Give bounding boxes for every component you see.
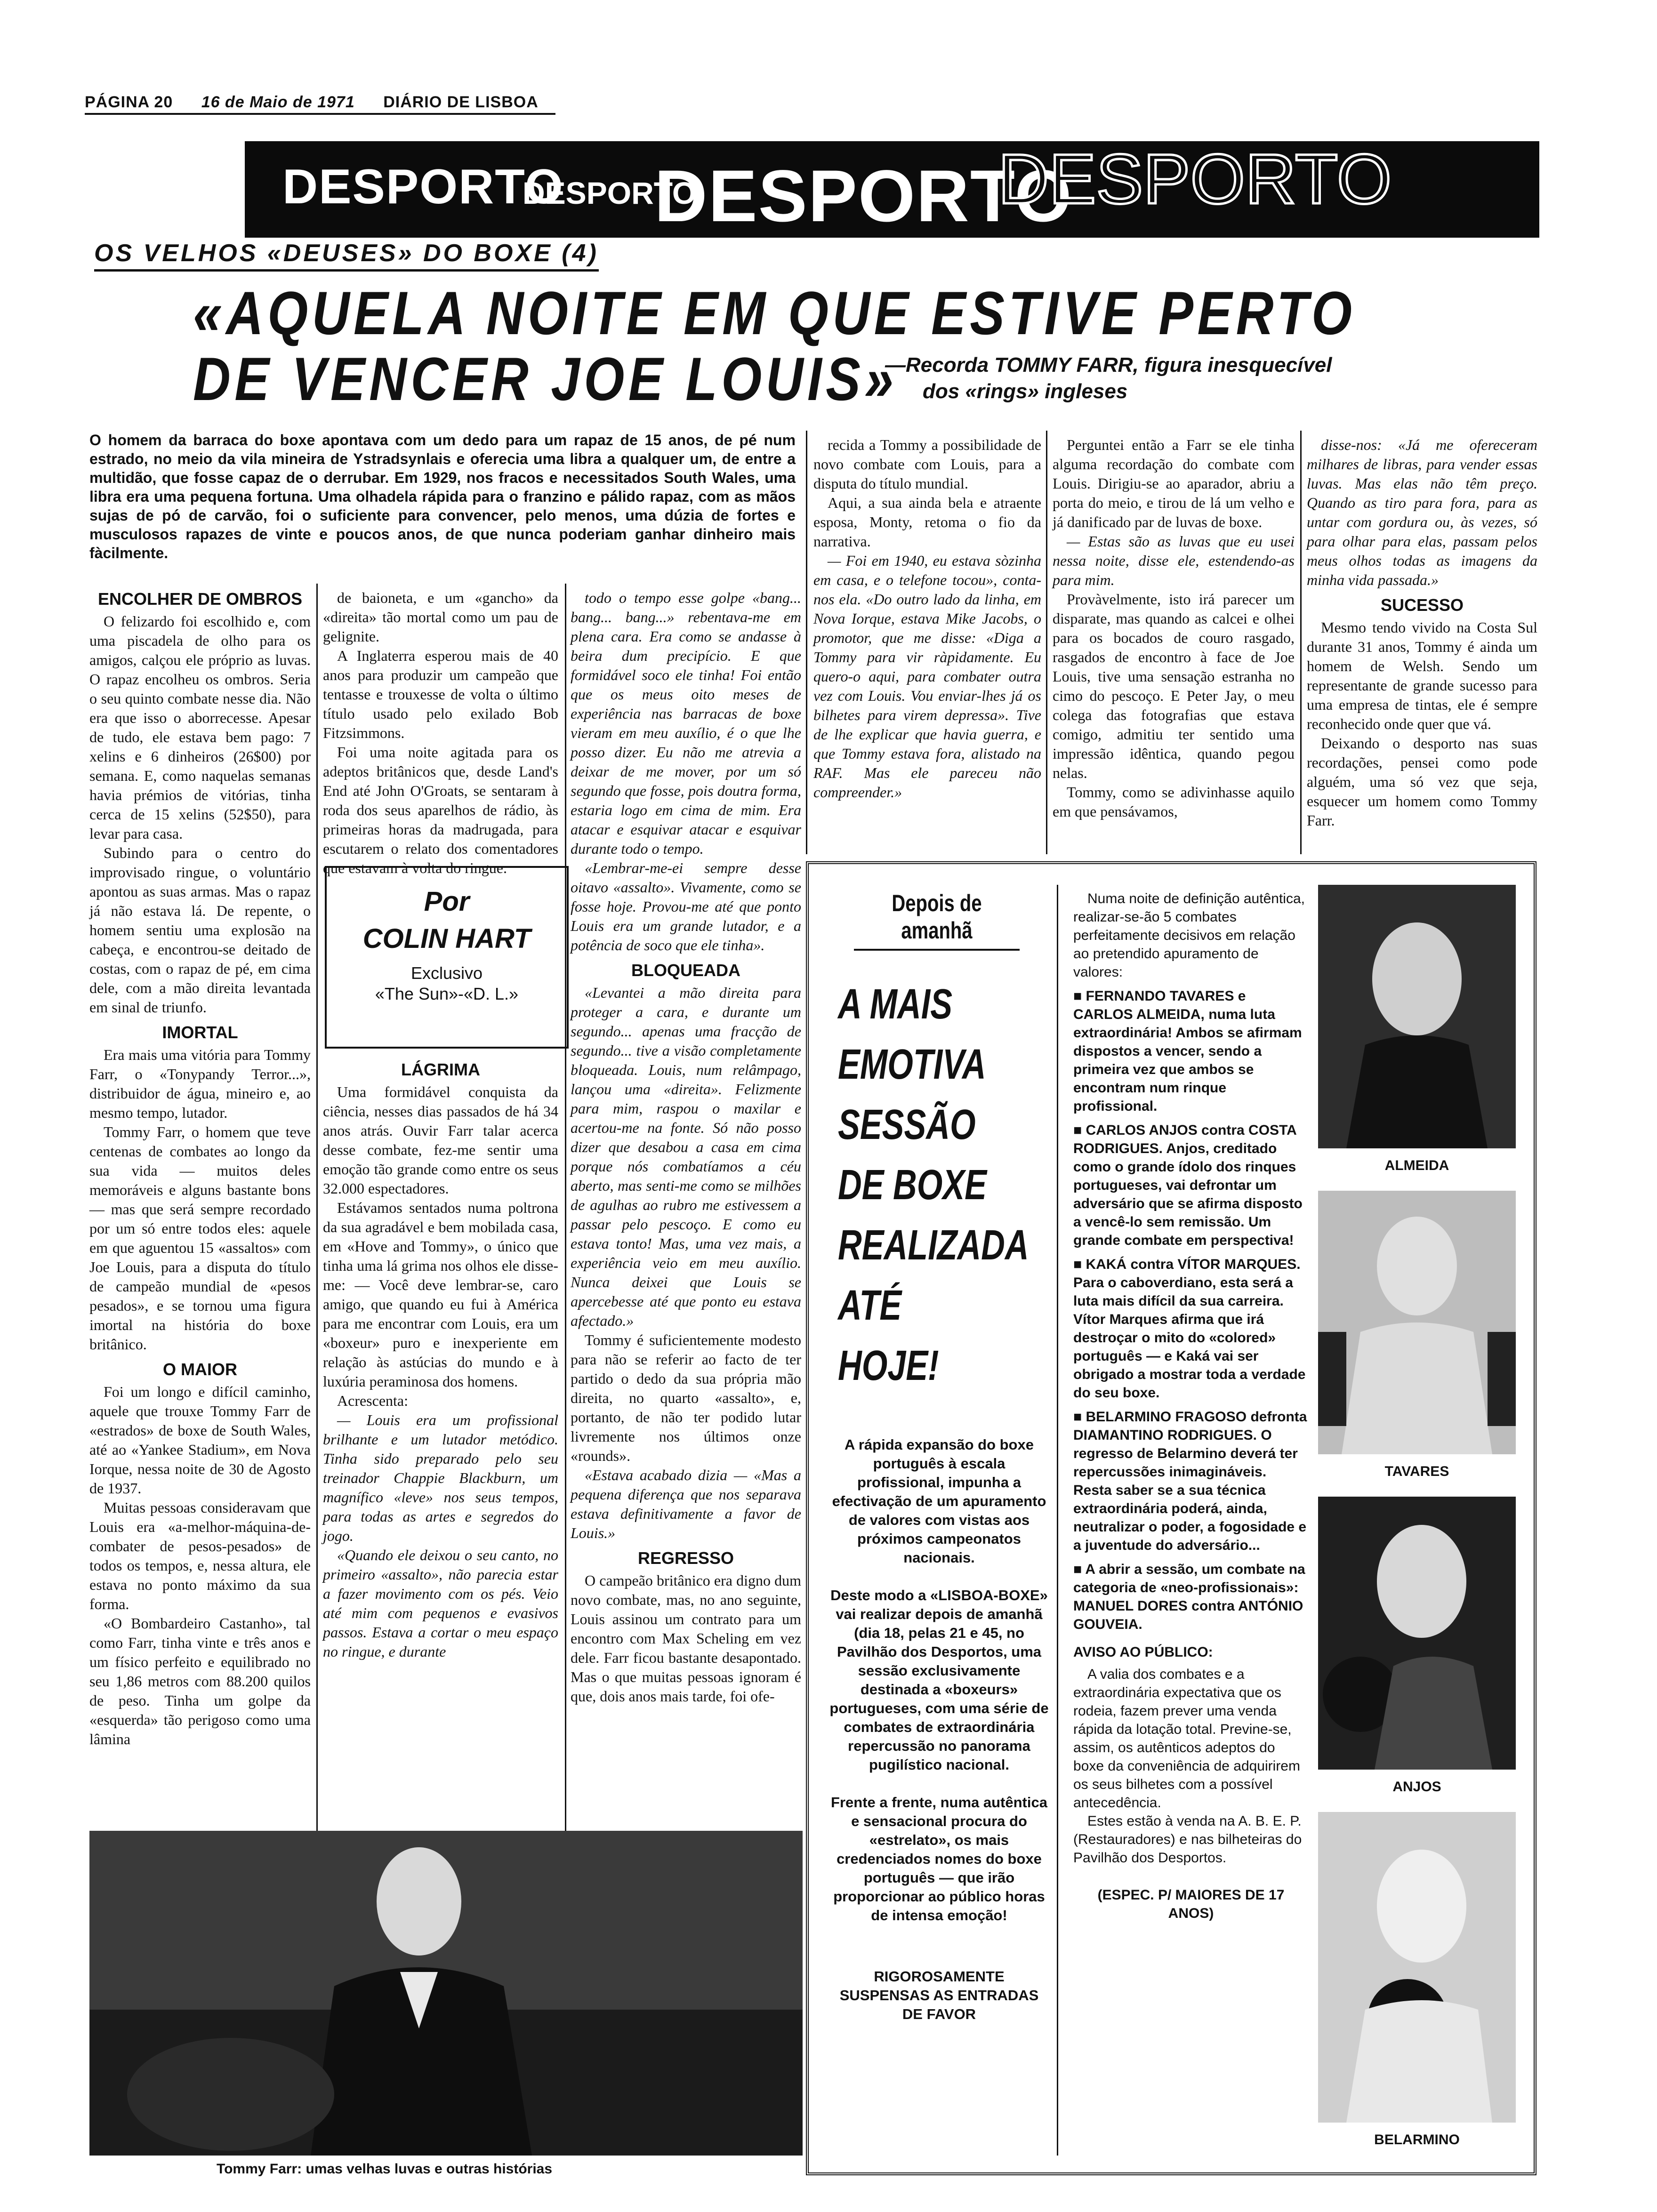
box-paragraph: Deste modo a «LISBOA-BOXE» vai realizar depois de amanhã (dia 18, pelas 21 e 45, no Pavilhão dos Desportos, uma sessão exclusivamente destinada a «boxeurs» portugueses, com uma série de combates de extraordinária repercussão no panorama pugilístico nacional.: [829, 1587, 1049, 1773]
fight-item: ■ A abrir a sessão, um combate na categoria de «neo-profissionais»: MANUEL DORES contra ANTÓNIO GOUVEIA.: [1073, 1562, 1305, 1632]
byline-author: COLIN HART: [362, 923, 531, 954]
box-paragraph: Frente a frente, numa autêntica e sensacional procura do «estrelato», os mais credenciados nomes do boxe português — que irão proporcionar ao público horas de intensa emoção!: [831, 1794, 1047, 1923]
boxer-photo-anjos: [1318, 1497, 1516, 1770]
big-line: REALIZADA: [838, 1222, 1029, 1269]
paragraph: recida a Tommy a possibilidade de novo combate com Louis, para a disputa do título mundial.: [813, 436, 1041, 492]
paragraph: de baioneta, e um «gancho» da «direita» tão mortal como um pau de gelignite.: [323, 589, 558, 645]
photo-caption-anjos: ANJOS: [1392, 1779, 1441, 1795]
subheading: REGRESSO: [637, 1548, 734, 1568]
banner-word-1: DESPORTO: [282, 160, 564, 214]
photo-caption-belarmino: BELARMINO: [1374, 2132, 1460, 2148]
paragraph: Foi uma noite agitada para os adeptos britânicos que, desde Land's End até John O'Groats, se sentaram à roda dos seus aparelhos de rádio, às primeiras horas da madrugada, para escutarem o relato dos comentadores que estavam à volta do ringue.: [323, 744, 558, 876]
big-line: EMOTIVA: [838, 1041, 986, 1088]
paragraph: Subindo para o centro do improvisado ringue, o voluntário apontou as suas armas. Mas o rapaz já não estava lá. De repente, o homem sentiu uma explosão na cabeça, e encontrou-se deitado de costas, com o rapaz de pé, em cima dele, com a mão direita levantada em sinal de triunfo.: [89, 844, 311, 1016]
fight-item: ■ FERNANDO TAVARES e CARLOS ALMEIDA, numa luta extraordinária! Ambos se afirmam dispostos a vencer, sendo a primeira vez que ambos se encontram num rinque profissional.: [1073, 988, 1302, 1114]
subheading: O MAIOR: [163, 1360, 237, 1379]
paragraph: Tommy Farr, o homem que teve centenas de combates ao longo da sua vida — muitos deles memoráveis e alguns bastante bons — mas que será sempre recordado por um só entre todos eles: aquele em que aguentou 15 «assaltos» com Joe Louis, para a disputa do título de campeão mundial de «pesos pesados», e se tornou uma figura imortal na história do boxe britânico.: [89, 1123, 311, 1353]
newspaper-name: DIÁRIO DE LISBOA: [383, 93, 539, 111]
article-column-6: [1307, 435, 1537, 850]
headline-line-2: DE VENCER JOE LOUIS»: [193, 345, 898, 413]
article-column-2-bottom: [323, 1054, 558, 1831]
paragraph: — Estas são as luvas que eu usei nessa noite, disse ele, estendendo-as para mim.: [1053, 533, 1295, 588]
paragraph: — Louis era um profissional brilhante e um lutador metódico. Tinha sido preparado pelo seu treinador Chappie Blackburn, um magnífico «leve» nos seus tempos, para todas as artes e segredos do jogo.: [323, 1411, 558, 1544]
deck: [885, 352, 1332, 405]
subheading: IMORTAL: [162, 1023, 238, 1042]
notice-text: A valia dos combates e a extraordinária expectativa que os rodeia, fazem prever uma venda rápida da lotação total. Previne-se, assim, os autênticos adeptos do boxe da conveniência de adquirirem os seus bilhetes com a possível antecedência.: [1073, 1667, 1300, 1811]
deck-line-1: —Recorda TOMMY FARR, figura inesquecível: [885, 353, 1332, 377]
article-column-3: [571, 588, 801, 1831]
paragraph: O campeão britânico era digno dum novo combate, mas, no ano seguinte, Louis assinou um contrato para um encontro com Max Scheling em vez dele. Farr ficou bastante desapontado. Mas o que muitas pessoas ignoram é que, dois anos mais tarde, foi ofe-: [571, 1572, 801, 1705]
paragraph: Acrescenta:: [337, 1392, 409, 1409]
boxer-photo-belarmino: [1318, 1812, 1516, 2123]
big-line: SESSÃO: [838, 1101, 976, 1148]
column-rule: [316, 584, 318, 1835]
paragraph: Estávamos sentados numa poltrona da sua agradável e bem mobilada casa, em «Hove and Tommy», o único que tinha uma lá grima nos olhos ele disse-me: — Você deve lembrar-se, caro amigo, que quando eu fui à América para me encontrar com Louis, era um «boxeur» puro e inexperiente em relação às astúcias do mundo e à luxúria peraminosa dos homens.: [323, 1199, 558, 1390]
headline-line-1: «AQUELA NOITE EM QUE ESTIVE PERTO: [193, 279, 1356, 347]
banner-word-3: DESPORTO: [654, 155, 1073, 237]
photo-caption-almeida: ALMEIDA: [1384, 1158, 1449, 1173]
column-rule: [1300, 431, 1302, 854]
paragraph: O felizardo foi escolhido e, com uma piscadela de olho para os amigos, calçou ele próprio as luvas. O rapaz encolheu os ombros. Seria o seu quinto combate nesse dia. Não era que isso o aborrecesse. Apesar de tudo, ele estava bem pago: 7 xelins e 6 dinheiros (26$00) por semana. E, como naquelas semanas havia prémios de vitórias, tinha cerca de 15 xelins (52$50), para levar para casa.: [89, 613, 311, 842]
fight-item: ■ BELARMINO FRAGOSO defronta DIAMANTINO RODRIGUES. O regresso de Belarmino deverá ter repercussões inimagináveis. Resta saber se a sua técnica extraordinária poderá, ainda, neutralizar o poder, a fogosidade e a juventude do adversário...: [1073, 1409, 1307, 1553]
page-header: [85, 93, 562, 112]
box-heading: Depois de amanhã: [854, 890, 1020, 951]
box-body: [828, 1435, 1050, 2024]
paragraph: «Lembrar-me-ei sempre desse oitavo «assalto». Vivamente, como se fosse hoje. Provou-me até que ponto Louis era um grande lutador, e a potência de soco que ele tinha».: [571, 859, 801, 954]
paragraph: A Inglaterra esperou mais de 40 anos para produzir um campeão que tentasse e trouxesse de volta o último título usado pelo exilado Bob Fitzsimmons.: [323, 647, 558, 741]
page-number: PÁGINA 20: [85, 93, 173, 111]
section-banner: [245, 141, 1539, 238]
box-inner-rule: [1057, 885, 1058, 2156]
article-column-2-top: [323, 588, 558, 876]
paragraph: Uma formidável conquista da ciência, nesses dias passados de há 34 anos atrás. Ouvir Farr talar acerca desse combate, fez-me sentir uma emoção tão grande como entre os seus 32.000 espectadores.: [323, 1083, 558, 1197]
big-line: DE BOXE: [838, 1162, 987, 1209]
column-rule: [806, 431, 807, 854]
box-paragraph: A rápida expansão do boxe português à escala profissional, impunha a efectivação de um apuramento de valores com vistas aos próximos campeonatos nacionais.: [832, 1436, 1046, 1566]
paragraph: Foi um longo e difícil caminho, aquele que trouxe Tommy Farr de «estrados» de boxe de South Wales, até ao «Yankee Stadium», em Nova Iorque, nessa noite de 30 de Agosto de 1937.: [89, 1383, 311, 1497]
article-column-4: [813, 435, 1041, 850]
paragraph: Era mais uma vitória para Tommy Farr, o «Tonypandy Terror...», distribuidor de água, mineiro e, ao mesmo tempo, lutador.: [89, 1046, 311, 1121]
kicker: OS VELHOS «DEUSES» DO BOXE (4): [94, 239, 599, 272]
banner-word-2: DESPORTO: [523, 176, 697, 210]
paragraph: Deixando o desporto nas suas recordações, pensei como pode alguém, uma só vez que seja, esquecer um homem como Tommy Farr.: [1307, 735, 1537, 829]
photo-caption: Tommy Farr: umas velhas luvas e outras histórias: [217, 2161, 553, 2177]
paragraph: Muitas pessoas consideravam que Louis era «a-melhor-máquina-de-combater de pesos-pesados» de todos os tempos, e, nessa altura, ele estava no ponto máximo da sua forma.: [89, 1499, 311, 1612]
subheading: LÁGRIMA: [401, 1060, 480, 1079]
subheading: ENCOLHER DE OMBROS: [97, 589, 303, 609]
big-line: ATÉ HOJE!: [838, 1282, 939, 1389]
boxer-photo-tavares: [1318, 1191, 1516, 1454]
subheading: BLOQUEADA: [631, 961, 740, 980]
paragraph: todo o tempo esse golpe «bang... bang... bang...» rebentava-me em plena cara. Era como se andasse à beira dum precipício. E que formidável soco ele tinha! Foi então que os meus oito meses de experiência nas barracas de boxe vieram em meu auxílio, é o que lhe posso dizer. Eu não me atrevia a deixar de me mover, por um só segundo que fosse, pois doutra forma, estaria logo em cima de mim. Era atacar e esquivar atacar e esquivar durante todo o tempo.: [571, 589, 801, 857]
paragraph: Mesmo tendo vivido na Costa Sul durante 31 anos, Tommy é ainda um homem de Welsh. Sendo um representante de grande sucesso para uma empresa de tintas, ele é sempre reconhecido onde quer que vá.: [1307, 619, 1537, 732]
boxer-photo-almeida: [1318, 885, 1516, 1148]
byline-por: Por: [424, 886, 470, 917]
big-line: A MAIS: [838, 981, 953, 1028]
column-rule: [565, 584, 566, 1835]
paragraph: Tommy é suficientemente modesto para não se referir ao facto de ter partido o dedo da sua própria mão direita, no quarto «assalto», e, portanto, de não ter podido lutar livremente nos últimos onze «rounds».: [571, 1331, 801, 1464]
issue-date: 16 de Maio de 1971: [201, 93, 355, 111]
paragraph: Tommy, como se adivinhasse aquilo em que pensávamos,: [1053, 784, 1295, 820]
article-column-1: [89, 584, 311, 1831]
banner-word-4: DESPORTO: [998, 139, 1392, 218]
photo-caption-tavares: TAVARES: [1384, 1464, 1449, 1479]
header-rule: [85, 113, 555, 115]
fight-item: ■ CARLOS ANJOS contra COSTA RODRIGUES. Anjos, creditado como o grande ídolo dos rinques portugueses, vai defrontar um adversário que se afirma disposto a vencê-lo sem remissão. Um grande combate em perspectiva!: [1073, 1122, 1303, 1248]
paragraph: — Foi em 1940, eu estava sòzinha em casa, e o telefone tocou», conta-nos ela. «Do outro lado da linha, em Nova Iorque, estava Mike Jacobs, o promotor, que me disse: «Diga a Tommy para vir ràpidamente. Eu quero-o aqui, para combater outra vez com Louis. Vou enviar-lhes já os bilhetes para virem depressa». Tive de lhe explicar que havia guerra, e que Tommy estava fora, alistado na RAF. Mas ele pareceu não compreender.»: [813, 552, 1041, 801]
paragraph: «Levantei a mão direita para proteger a cara, e durante um segundo... apenas uma fracção de segundo... tive a visão completamente bloqueada. Louis, num relâmpago, lançou uma «direita». Felizmente para mim, raspou o maxilar e acertou-me na fonte. Só não posso dizer que desabou a casa em cima porque nós combatíamos a céu aberto, mas senti-me como se milhões de agulhas ao rubro me estivessem a passar pelo pescoço. E como eu estava tonto! Mas, uma vez mais, a experiência veio em meu auxílio. Nunca deixei que Louis se apercebesse até que ponto eu estava afectado.»: [571, 984, 801, 1329]
fight-item: ■ KAKÁ contra VÍTOR MARQUES. Para o caboverdiano, esta será a luta mais difícil da sua carreira. Vítor Marques afirma que irá destroçar o mito do «colored» português — e Kaká vai ser obrigado a mostrar toda a verdade do seu boxe.: [1073, 1257, 1306, 1401]
notice-text: Estes estão à venda na A. B. E. P. (Restauradores) e nas bilheteiras do Pavilhão dos Desportos.: [1073, 1813, 1302, 1866]
photo-illustration: [89, 1831, 803, 2156]
paragraph: Perguntei então a Farr se ele tinha alguma recordação do combate com Louis. Dirigiu-se ao aparador, abriu a porta do meio, e tirou de lá um velho e já danificado par de luvas de boxe.: [1053, 436, 1295, 530]
deck-line-2: dos «rings» ingleses: [923, 380, 1128, 403]
subheading: SUCESSO: [1380, 595, 1464, 615]
fight-intro: Numa noite de definição autêntica, realizar-se-ão 5 combates perfeitamente decisivos em relação ao pretendido apuramento de valores:: [1073, 891, 1305, 980]
byline-source: «The Sun»-«D. L.»: [375, 984, 519, 1003]
paragraph: Aqui, a sua ainda bela e atraente esposa, Monty, retoma o fio da narrativa.: [813, 494, 1041, 550]
paragraph: «Quando ele deixou o seu canto, no primeiro «assalto», não parecia estar a fazer movimento com os pés. Veio até mim com pequenos e evasivos passos. Estava a cortar o meu espaço no ringue, e durante: [323, 1547, 558, 1660]
box-footer: RIGOROSAMENTE SUSPENSAS AS ENTRADAS DE FAVOR: [839, 1968, 1039, 2022]
box-big-headline: [838, 974, 1029, 1396]
byline-exclusive: Exclusivo: [410, 963, 483, 983]
byline-box: [325, 866, 569, 1049]
paragraph: «Estava acabado dizia — «Mas a pequena diferença que nos separava estava definitivamente a favor de Louis.»: [571, 1467, 801, 1541]
paragraph: Provàvelmente, isto irá parecer um disparate, mas quando as calcei e olhei para os bocados de couro rasgado, rasgados de encontro à face de Joe Louis, tive uma sensação estranha no cimo do pescoço. E Peter Jay, o meu colega das fotografias que estava comigo, admitiu ter sentido uma impressão idêntica, quando pegou nelas.: [1053, 591, 1295, 781]
fight-card-column: [1073, 890, 1309, 1923]
lead-paragraph: O homem da barraca do boxe apontava com um dedo para um rapaz de 15 anos, de pé num estrado, no meio da vila mineira de Ystradsynlais e oferecia uma libra a qualquer um, de entre a multidão, que fosse capaz de o derrubar. Em 1929, nos fracos e necessitados South Wales, uma libra era uma pequena fortuna. Uma olhadela rápida para o franzino e pálido rapaz, com as mãos sujas de pó de carvão, foi o suficiente para convencer, pelo menos, uma dúzia de fortes e musculosos rapazes de vinte e poucos anos, de que nunca poderiam ganhar dinheiro mais fàcilmente.: [89, 432, 796, 561]
column-rule: [1046, 431, 1047, 854]
tommy-farr-photo: [89, 1831, 803, 2156]
notice-heading: AVISO AO PÚBLICO:: [1073, 1644, 1213, 1660]
paragraph: disse-nos: «Já me ofereceram milhares de libras, para vender essas luvas. Mas elas não têm preço. Quando as tiro para fora, para as untar com gordura ou, às vezes, só para olhar para elas, passam pelos meus olhos todas as imagens da minha vida passada.»: [1307, 436, 1537, 588]
age-restriction: (ESPEC. P/ MAIORES DE 17 ANOS): [1097, 1887, 1285, 1921]
article-column-5: [1053, 435, 1295, 850]
paragraph: «O Bombardeiro Castanho», tal como Farr, tinha vinte e três anos e um físico perfeito e equilibrado no seu 1,86 metros com 88.200 quilos de peso. Tinha um golpe da «esquerda» tão perigoso como uma lâmina: [89, 1615, 311, 1747]
